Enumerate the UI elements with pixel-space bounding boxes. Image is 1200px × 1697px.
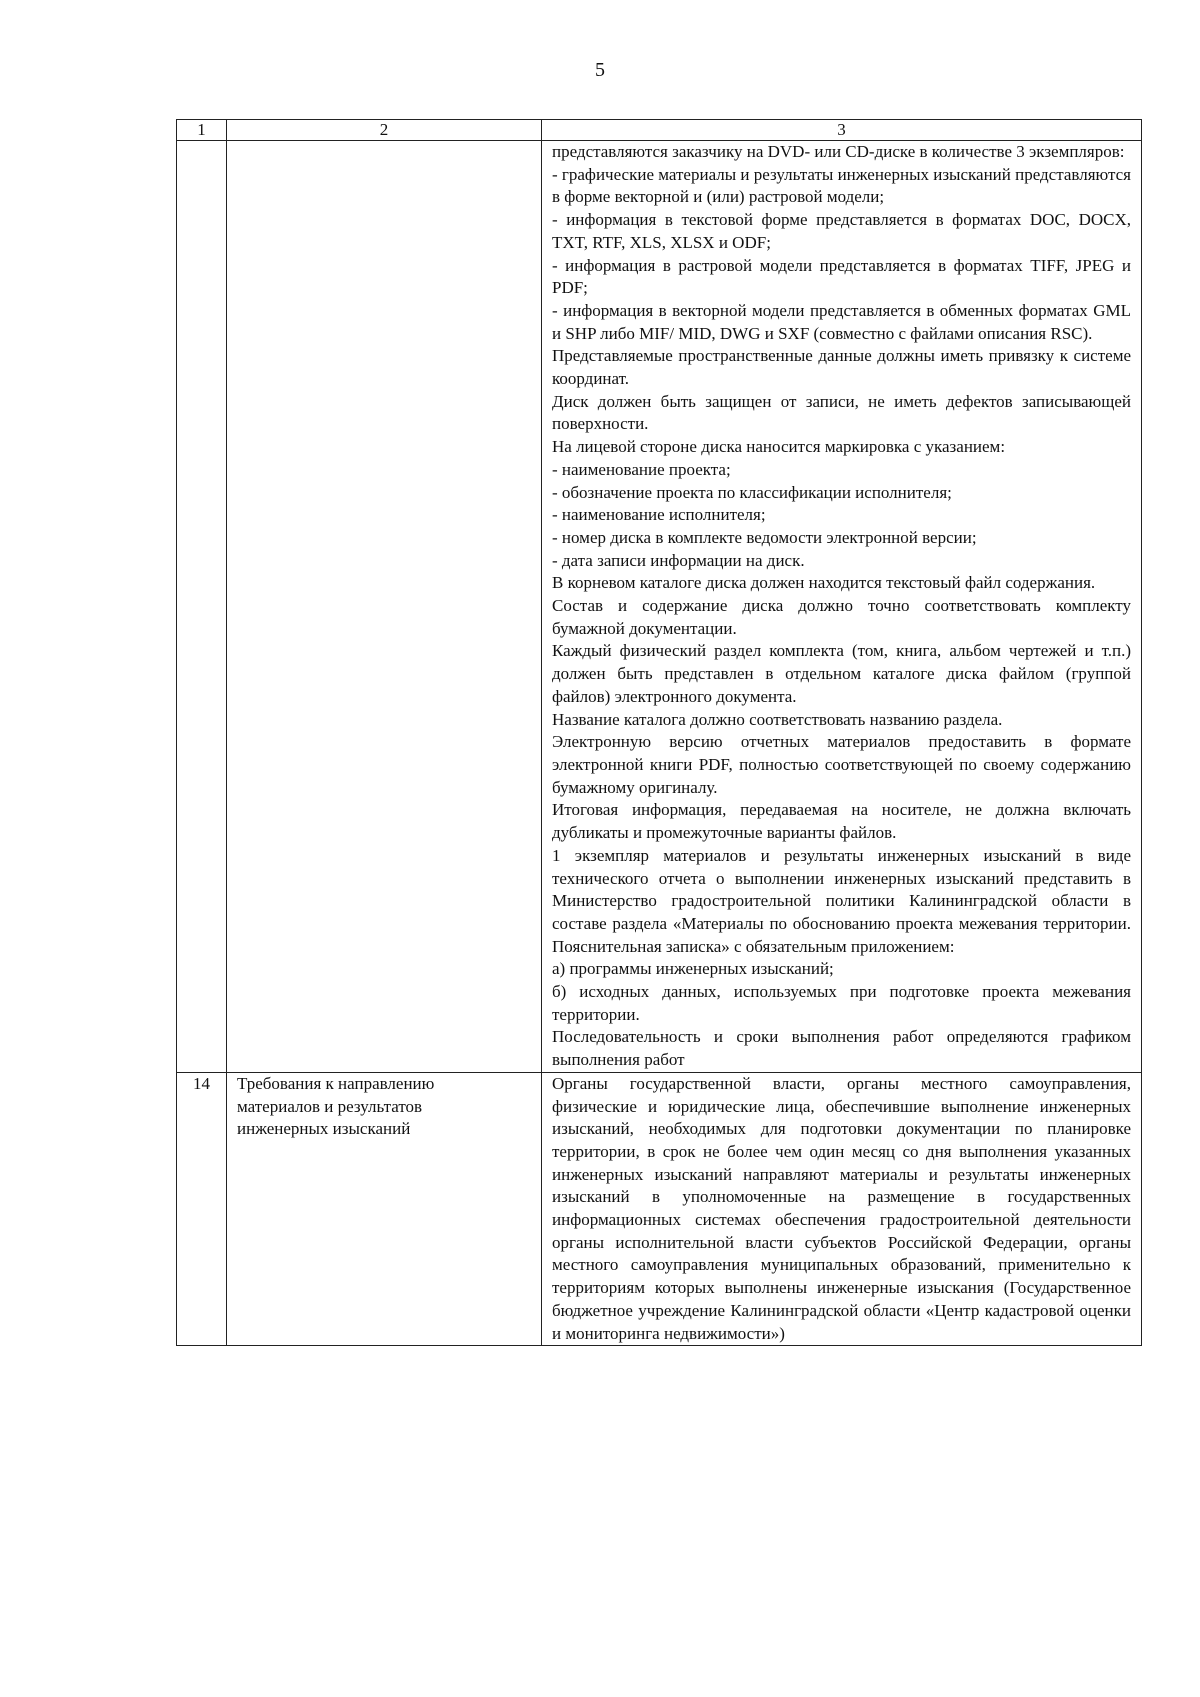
content-paragraph: - информация в векторной модели представляется в обменных форматах GML и SHP либо MIF/ MID, DWG и SXF (совместно с файлами описания RSC). (552, 300, 1131, 343)
content-paragraph: Последовательность и сроки выполнения работ определяются графиком выполнения работ (552, 1027, 1131, 1070)
content-paragraph: Диск должен быть защищен от записи, не иметь дефектов записывающей поверхности. (552, 391, 1131, 434)
content-paragraph: - дата записи информации на диск. (552, 550, 805, 570)
row-number (177, 141, 227, 1073)
row-content (542, 1072, 1142, 1345)
content-paragraph: - информация в текстовой форме представляется в форматах DOC, DOCX, TXT, RTF, XLS, XLSX и ODF; (552, 210, 1131, 252)
content-paragraph: Органы государственной власти, органы местного самоуправления, физические и юридические лица, обеспечившие выполнение инженерных изысканий, необходимых для подготовки документации по планировке территории, в срок не более чем один месяц со дня выполнения указанных инженерных изысканий направляют материалы и результаты инженерных изысканий в уполномоченные на размещение в государственных информационных системах обеспечения градостроительной деятельности органы исполнительной власти субъектов Российской Федерации, органы местного самоуправления муниципальных образований, применительно к территориям которых выполнены инженерные изыскания (Государственное бюджетное учреждение Калининградской области «Центр кадастровой оценки и мониторинга недвижимости») (552, 1073, 1131, 1343)
content-paragraph: - обозначение проекта по классификации исполнителя; (552, 482, 952, 502)
table-header-row (177, 120, 1142, 141)
content-paragraph: - наименование проекта; (552, 459, 731, 479)
content-paragraph: Состав и содержание диска должно точно соответствовать комплекту бумажной документации. (552, 596, 1131, 638)
requirements-table (176, 119, 1142, 1346)
content-paragraph: Представляемые пространственные данные должны иметь привязку к системе координат. (552, 346, 1131, 389)
row-content (542, 141, 1142, 1073)
content-paragraph: - наименование исполнителя; (552, 505, 766, 525)
row-number: 14 (177, 1072, 227, 1345)
header-col-1: 1 (177, 120, 227, 141)
row-requirement (227, 1072, 542, 1345)
requirement-line: материалов и результатов (237, 1096, 423, 1116)
content-paragraph: - графические материалы и результаты инженерных изысканий представляются в форме векторной и (или) растровой модели; (552, 164, 1131, 207)
content-paragraph: На лицевой стороне диска наносится маркировка с указанием: (552, 437, 1006, 457)
row-requirement (227, 141, 542, 1073)
content-paragraph: а) программы инженерных изысканий; (552, 959, 834, 979)
header-col-2: 2 (227, 120, 542, 141)
requirement-line: инженерных изысканий (237, 1119, 411, 1139)
content-paragraph: Название каталога должно соответствовать названию раздела. (552, 709, 1003, 729)
content-paragraph: Электронную версию отчетных материалов предоставить в формате электронной книги PDF, полностью соответствующей по своему содержанию бумажному оригиналу. (552, 732, 1131, 797)
content-paragraph: 1 экземпляр материалов и результаты инженерных изысканий в виде технического отчета о выполнении инженерных изысканий представить в Министерство градостроительной политики Калининградской области в составе раздела «Материалы по обоснованию проекта межевания территории. Пояснительная записка» с обязательным приложением: (552, 845, 1131, 956)
content-paragraph: Каждый физический раздел комплекта (том, книга, альбом чертежей и т.п.) должен быть представлен в отдельном каталоге диска файлом (группой файлов) электронного документа. (552, 641, 1131, 706)
content-paragraph: представляются заказчику на DVD- или CD-диске в количестве 3 экземпляров: (552, 142, 1125, 161)
content-paragraph: Итоговая информация, передаваемая на носителе, не должна включать дубликаты и промежуточные варианты файлов. (552, 800, 1131, 843)
header-col-3: 3 (542, 120, 1142, 141)
content-paragraph: В корневом каталоге диска должен находится текстовый файл содержания. (552, 573, 1096, 593)
page-number: 5 (595, 59, 605, 81)
content-paragraph: б) исходных данных, используемых при подготовке проекта межевания территории. (552, 982, 1131, 1024)
table-row (177, 141, 1142, 1073)
requirement-line: Требования к направлению (237, 1073, 435, 1093)
content-paragraph: - информация в растровой модели представляется в форматах TIFF, JPEG и PDF; (552, 255, 1131, 298)
table-row (177, 1072, 1142, 1345)
content-paragraph: - номер диска в комплекте ведомости электронной версии; (552, 527, 977, 547)
